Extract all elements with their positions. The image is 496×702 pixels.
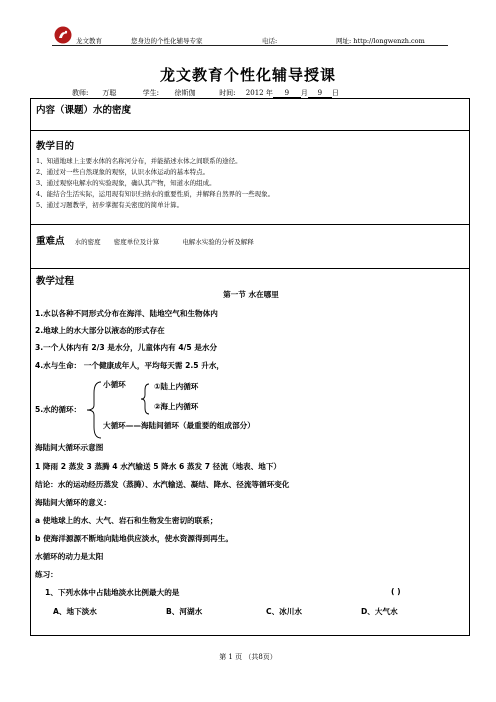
logo-icon [54, 26, 72, 44]
row-divider [31, 268, 469, 269]
big-cycle: 大循环——海陆间循环（最重要的组成部分） [103, 421, 255, 430]
process-line: b 使海洋源源不断地向陆地供应淡水，使水资源得到再生。 [35, 534, 233, 543]
student-value: 徐斯伽 [159, 88, 211, 99]
page-header [0, 0, 496, 46]
page-footer: 第 1 页 （共8页） [219, 653, 277, 661]
lesson-table [30, 98, 470, 636]
answer-paren[interactable]: ( ) [391, 587, 401, 596]
cycle-label: 5.水的循环： [35, 405, 82, 414]
meta-line: 教师: 万聪 学生: 徐斯伽 时间: 2012 年 9 月 9 日 [72, 89, 339, 97]
process-heading: 教学过程 [36, 276, 75, 287]
key-points-heading: 重难点 [36, 236, 65, 247]
objective-item: 2、通过对一些自然现象的观察，认识水体运动的基本特点。 [36, 168, 210, 176]
process-line: 2.地球上的水大部分以液态的形式存在 [35, 326, 165, 335]
process-line: 练习： [35, 570, 58, 579]
day-value: 9 [308, 89, 332, 98]
key-point: 密度单位及计算 [113, 238, 160, 246]
option-b[interactable]: B、河湖水 [166, 607, 203, 616]
option-d[interactable]: D、大气水 [361, 607, 398, 616]
teacher-value: 万聪 [88, 88, 130, 99]
objective-item: 3、通过观察电解水的实验现象，确认其产物，知道水的组成。 [36, 179, 216, 187]
content-heading: 内容（课题）水的密度 [36, 105, 132, 116]
header-website: 网址: http://longwenzh.com [336, 37, 425, 45]
cycle-brace [83, 379, 103, 441]
question: 1、下列水体中占陆地淡水比例最大的是 [45, 588, 180, 597]
month-value: 9 [273, 89, 301, 98]
option-c[interactable]: C、冰川水 [266, 607, 302, 616]
process-line: 1.水以各种不同形式分布在海洋、陆地空气和生物体内 [35, 309, 218, 318]
header-phone-label: 电话: [262, 37, 278, 45]
row-divider [31, 130, 469, 131]
sea-cycle: ②海上内循环 [154, 402, 199, 411]
process-line: 3.一个人体内有 2/3 是水分，儿童体内有 4/5 是水分 [35, 343, 218, 352]
key-points-row [36, 229, 254, 248]
land-cycle: ①陆上内循环 [154, 382, 199, 391]
objective-item: 5、通过习题教学，初步掌握有关密度的简单计算。 [36, 201, 184, 209]
process-line: 水循环的动力是太阳 [35, 552, 104, 561]
doc-title: 龙文教育个性化辅导授课 [159, 66, 336, 84]
small-cycle: 小循环 [103, 380, 126, 389]
key-point: 电解水实验的分析及解释 [182, 238, 254, 246]
process-line: 海陆间大循环的意义： [35, 498, 111, 507]
objective-item: 4、能结合生活实际，运用现有知识归纳水的重要性质，并解释自然界的一些现象。 [36, 190, 275, 198]
objectives-heading: 教学目的 [36, 141, 75, 152]
header-org: 龙文教育 [76, 37, 102, 45]
row-divider [31, 224, 469, 225]
process-line: 海陆间大循环示意图 [35, 443, 104, 452]
section-title: 第一节 水在哪里 [223, 290, 279, 299]
header-rule [52, 45, 448, 46]
process-line: a 使地球上的水、大气、岩石和生物发生密切的联系； [35, 516, 218, 525]
objective-item: 1、知道地球上主要水体的名称河分布，并能描述水体之间联系的途径。 [36, 157, 242, 165]
header-slogan: 您身边的个性化辅导专家 [131, 37, 203, 45]
process-line: 1 降雨 2 蒸发 3 蒸腾 4 水汽输送 5 降水 6 蒸发 7 径流（地表、地下） [35, 462, 282, 471]
website-link[interactable]: http://longwenzh.com [353, 37, 425, 45]
option-a[interactable]: A、地下淡水 [53, 607, 97, 616]
process-line: 结论：水的运动经历蒸发（蒸腾）、水汽输送、凝结、降水、径流等循环变化 [35, 480, 290, 489]
key-point: 水的密度 [74, 238, 101, 246]
small-cycle-brace [139, 382, 151, 416]
process-line: 4.水与生命： 一个健康成年人，平均每天需 2.5 升水， [35, 361, 225, 370]
